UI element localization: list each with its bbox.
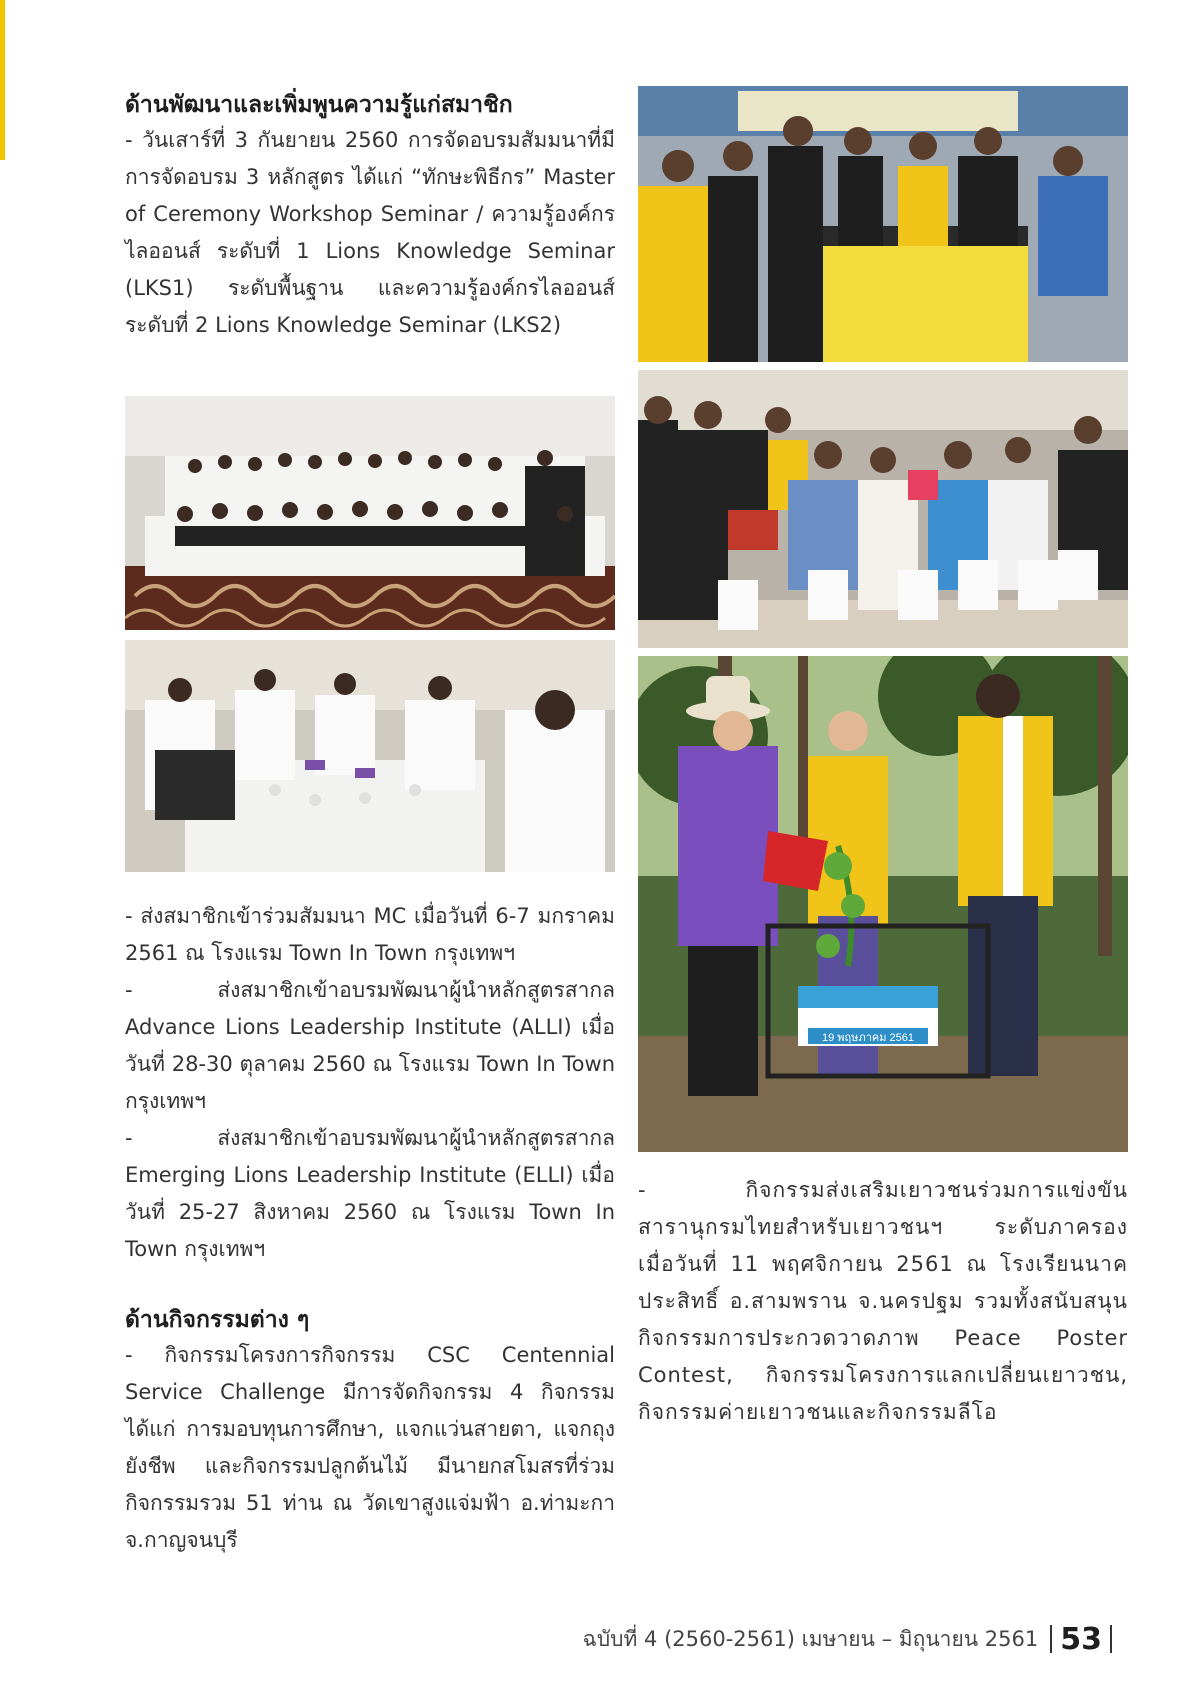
member-paragraph-2: - ส่งสมาชิกเข้าร่วมสัมมนา MC เมื่อวันที่ 6-7 มกราคม 2561 ณ โรงแรม Town In Town กรุงเทพฯ xyxy=(125,904,615,965)
member-paragraphs xyxy=(125,898,615,1268)
youth-activities-paragraph: - กิจกรรมส่งเสริมเยาวชนร่วมการแข่งขันสารานุกรมไทยสำหรับเยาวชนฯ ระดับภาครอง เมื่อวันที่ 11 พฤศจิกายน 2561 ณ โรงเรียนนาคประสิทธิ์ อ.สามพราน จ.นครปฐม รวมทั้งสนับสนุนกิจกรรมการประกวดวาดภาพ Peace Poster Contest, กิจกรรมโครงการแลกเปลี่ยนเยาวชน, กิจกรรมค่ายเยาวชนและกิจกรรมลีโอ xyxy=(638,1178,1128,1424)
member-section xyxy=(125,88,615,344)
member-paragraph-4: - ส่งสมาชิกเข้าอบรมพัฒนาผู้นำหลักสูตรสากล Emerging Lions Leadership Institute (ELLI) เมื่อวันที่ 25-27 สิงหาคม 2560 ณ โรงแรม Town In Town กรุงเทพฯ xyxy=(125,1126,615,1261)
event-photo-care-bags xyxy=(638,370,1128,648)
event-photo-eyeglasses xyxy=(638,86,1128,362)
accent-bar xyxy=(0,0,5,160)
tree-planting-photo xyxy=(638,656,1128,1152)
section-heading-activities: ด้านกิจกรรมต่าง ๆ xyxy=(125,1307,310,1333)
member-paragraph-1: - วันเสาร์ที่ 3 กันยายน 2560 การจัดอบรมสัมมนาที่มีการจัดอบรม 3 หลักสูตร ได้แก่ “ทักษะพิธีกร” Master of Ceremony Workshop Seminar / ความรู้องค์กรไลออนส์ ระดับที่ 1 Lions Knowledge Seminar (LKS1) ระดับพื้นฐาน และความรู้องค์กรไลออนส์ ระดับที่ 2 Lions Knowledge Seminar (LKS2) xyxy=(125,128,615,337)
section-heading-member: ด้านพัฒนาและเพิ่มพูนความรู้แก่สมาชิก xyxy=(125,92,513,118)
seminar-photo xyxy=(125,640,615,872)
page-number: 53 xyxy=(1060,1621,1102,1657)
group-photo xyxy=(125,396,615,630)
page-footer xyxy=(583,1622,1112,1656)
issue-label: ฉบับที่ 4 (2560-2561) เมษายน – มิถุนายน 2561 xyxy=(582,1626,1039,1651)
tree-sign-date: 19 พฤษภาคม 2561 xyxy=(821,1032,915,1044)
youth-activities-section xyxy=(638,1172,1128,1431)
footer-separator-left xyxy=(1050,1625,1052,1653)
activities-paragraph-1: - กิจกรรมโครงการกิจกรรม CSC Centennial Service Challenge มีการจัดกิจกรรม 4 กิจกรรม ได้แก่ การมอบทุนการศึกษา, แจกแว่นสายตา, แจกถุงยังชีพ และกิจกรรมปลูกต้นไม้ มีนายกสโมสรที่ร่วมกิจกรรมรวม 51 ท่าน ณ วัดเขาสูงแจ่มฟ้า อ.ท่ามะกา จ.กาญจนบุรี xyxy=(125,1343,615,1552)
activities-section xyxy=(125,1303,615,1559)
footer-separator-right xyxy=(1110,1625,1112,1653)
member-paragraph-3: - ส่งสมาชิกเข้าอบรมพัฒนาผู้นำหลักสูตรสากล Advance Lions Leadership Institute (ALLI) เมื่อวันที่ 28-30 ตุลาคม 2560 ณ โรงแรม Town In Town กรุงเทพฯ xyxy=(125,978,615,1113)
